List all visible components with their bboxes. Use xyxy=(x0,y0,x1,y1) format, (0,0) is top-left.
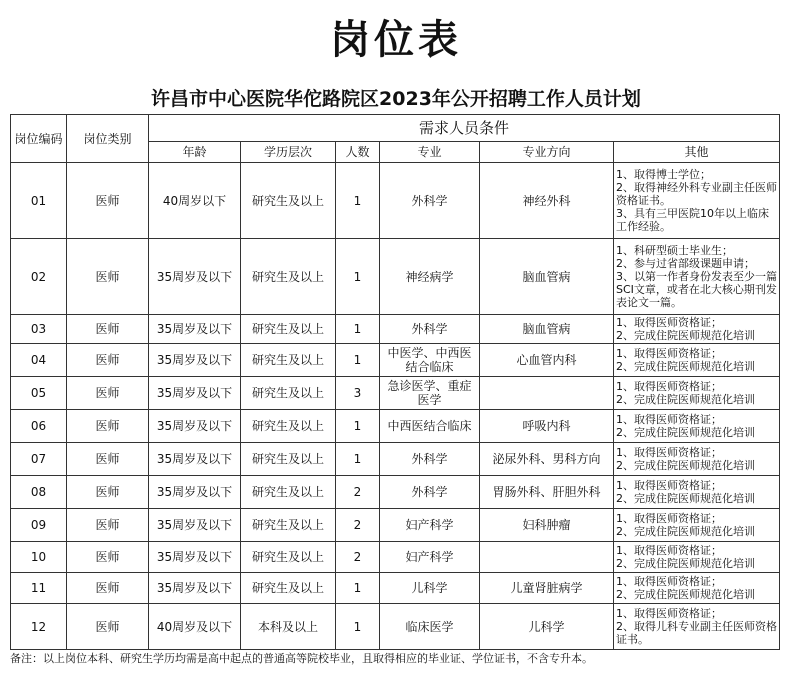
cell-other: 1、科研型硕士毕业生； 2、参与过省部级课题申请； 3、以第一作者身份发表至少一篇SCI文章，或者在北大核心期刊发表论文一篇。 xyxy=(614,239,780,315)
cell-direction: 儿童肾脏病学 xyxy=(480,573,614,604)
cell-education: 研究生及以上 xyxy=(241,476,336,509)
cell-direction xyxy=(480,377,614,410)
cell-major: 急诊医学、重症医学 xyxy=(380,377,480,410)
table-subtitle: 许昌市中心医院华佗路院区2023年公开招聘工作人员计划 xyxy=(151,88,641,110)
cell-count: 1 xyxy=(336,443,380,476)
cell-major: 儿科学 xyxy=(380,573,480,604)
cell-direction: 妇科肿瘤 xyxy=(480,509,614,542)
cell-age: 40周岁以下 xyxy=(149,163,241,239)
cell-other: 1、取得医师资格证； 2、完成住院医师规范化培训 xyxy=(614,344,780,377)
cell-education: 研究生及以上 xyxy=(241,542,336,573)
table-row xyxy=(11,410,780,443)
cell-age: 35周岁及以下 xyxy=(149,476,241,509)
cell-category: 医师 xyxy=(67,315,149,344)
header-requirements: 需求人员条件 xyxy=(149,115,780,142)
cell-count: 1 xyxy=(336,315,380,344)
cell-code: 03 xyxy=(11,315,67,344)
cell-age: 35周岁及以下 xyxy=(149,410,241,443)
cell-major: 妇产科学 xyxy=(380,509,480,542)
table-row xyxy=(11,239,780,315)
cell-category: 医师 xyxy=(67,604,149,650)
cell-major: 中医学、中西医结合临床 xyxy=(380,344,480,377)
cell-count: 2 xyxy=(336,542,380,573)
cell-count: 1 xyxy=(336,239,380,315)
cell-direction: 胃肠外科、肝胆外科 xyxy=(480,476,614,509)
cell-count: 2 xyxy=(336,476,380,509)
table-row xyxy=(11,604,780,650)
cell-major: 妇产科学 xyxy=(380,542,480,573)
cell-category: 医师 xyxy=(67,239,149,315)
cell-major: 中西医结合临床 xyxy=(380,410,480,443)
header-count: 人数 xyxy=(336,142,380,163)
table-row xyxy=(11,377,780,410)
cell-count: 1 xyxy=(336,344,380,377)
table-row xyxy=(11,315,780,344)
cell-code: 02 xyxy=(11,239,67,315)
cell-category: 医师 xyxy=(67,443,149,476)
table-row xyxy=(11,542,780,573)
cell-education: 研究生及以上 xyxy=(241,377,336,410)
cell-direction: 神经外科 xyxy=(480,163,614,239)
cell-age: 35周岁及以下 xyxy=(149,344,241,377)
cell-other: 1、取得医师资格证； 2、完成住院医师规范化培训 xyxy=(614,476,780,509)
cell-age: 35周岁及以下 xyxy=(149,443,241,476)
cell-other: 1、取得医师资格证； 2、完成住院医师规范化培训 xyxy=(614,315,780,344)
cell-direction: 儿科学 xyxy=(480,604,614,650)
cell-direction: 心血管内科 xyxy=(480,344,614,377)
cell-education: 研究生及以上 xyxy=(241,573,336,604)
cell-count: 1 xyxy=(336,573,380,604)
cell-education: 研究生及以上 xyxy=(241,509,336,542)
cell-code: 10 xyxy=(11,542,67,573)
cell-major: 临床医学 xyxy=(380,604,480,650)
cell-category: 医师 xyxy=(67,377,149,410)
cell-direction xyxy=(480,542,614,573)
cell-other: 1、取得医师资格证； 2、完成住院医师规范化培训 xyxy=(614,573,780,604)
cell-code: 01 xyxy=(11,163,67,239)
table-row xyxy=(11,573,780,604)
table-row xyxy=(11,344,780,377)
cell-age: 35周岁及以下 xyxy=(149,239,241,315)
cell-age: 40周岁及以下 xyxy=(149,604,241,650)
cell-major: 神经病学 xyxy=(380,239,480,315)
cell-education: 研究生及以上 xyxy=(241,163,336,239)
cell-major: 外科学 xyxy=(380,163,480,239)
table-row xyxy=(11,163,780,239)
cell-major: 外科学 xyxy=(380,315,480,344)
cell-category: 医师 xyxy=(67,509,149,542)
header-direction: 专业方向 xyxy=(480,142,614,163)
cell-other: 1、取得医师资格证； 2、完成住院医师规范化培训 xyxy=(614,542,780,573)
cell-category: 医师 xyxy=(67,476,149,509)
cell-education: 本科及以上 xyxy=(241,604,336,650)
cell-direction: 呼吸内科 xyxy=(480,410,614,443)
cell-category: 医师 xyxy=(67,344,149,377)
cell-count: 2 xyxy=(336,509,380,542)
cell-education: 研究生及以上 xyxy=(241,410,336,443)
cell-other: 1、取得博士学位； 2、取得神经外科专业副主任医师资格证书。 3、具有三甲医院10年以上临床工作经验。 xyxy=(614,163,780,239)
cell-major: 外科学 xyxy=(380,476,480,509)
footnote: 备注：以上岗位本科、研究生学历均需是高中起点的普通高等院校毕业，且取得相应的毕业证、学位证书，不含专升本。 xyxy=(10,652,593,665)
page-title: 岗位表 xyxy=(330,16,462,63)
header-category: 岗位类别 xyxy=(67,115,149,163)
cell-code: 06 xyxy=(11,410,67,443)
cell-category: 医师 xyxy=(67,163,149,239)
header-education: 学历层次 xyxy=(241,142,336,163)
header-code: 岗位编码 xyxy=(11,115,67,163)
cell-category: 医师 xyxy=(67,410,149,443)
cell-age: 35周岁及以下 xyxy=(149,573,241,604)
cell-other: 1、取得医师资格证； 2、完成住院医师规范化培训 xyxy=(614,410,780,443)
cell-code: 09 xyxy=(11,509,67,542)
cell-count: 1 xyxy=(336,410,380,443)
header-major: 专业 xyxy=(380,142,480,163)
cell-education: 研究生及以上 xyxy=(241,239,336,315)
cell-age: 35周岁及以下 xyxy=(149,509,241,542)
cell-code: 08 xyxy=(11,476,67,509)
recruitment-plan-table xyxy=(10,114,780,650)
table-row xyxy=(11,509,780,542)
table-row xyxy=(11,443,780,476)
cell-age: 35周岁及以下 xyxy=(149,315,241,344)
cell-education: 研究生及以上 xyxy=(241,315,336,344)
cell-education: 研究生及以上 xyxy=(241,344,336,377)
header-age: 年龄 xyxy=(149,142,241,163)
cell-category: 医师 xyxy=(67,573,149,604)
cell-count: 3 xyxy=(336,377,380,410)
cell-age: 35周岁及以下 xyxy=(149,377,241,410)
cell-count: 1 xyxy=(336,604,380,650)
cell-code: 11 xyxy=(11,573,67,604)
cell-age: 35周岁及以下 xyxy=(149,542,241,573)
cell-other: 1、取得医师资格证； 2、完成住院医师规范化培训 xyxy=(614,377,780,410)
cell-other: 1、取得医师资格证； 2、取得儿科专业副主任医师资格证书。 xyxy=(614,604,780,650)
cell-code: 04 xyxy=(11,344,67,377)
cell-education: 研究生及以上 xyxy=(241,443,336,476)
cell-category: 医师 xyxy=(67,542,149,573)
table-row xyxy=(11,476,780,509)
cell-code: 05 xyxy=(11,377,67,410)
cell-direction: 泌尿外科、男科方向 xyxy=(480,443,614,476)
header-other: 其他 xyxy=(614,142,780,163)
cell-direction: 脑血管病 xyxy=(480,315,614,344)
cell-other: 1、取得医师资格证； 2、完成住院医师规范化培训 xyxy=(614,443,780,476)
cell-code: 12 xyxy=(11,604,67,650)
cell-other: 1、取得医师资格证； 2、完成住院医师规范化培训 xyxy=(614,509,780,542)
cell-count: 1 xyxy=(336,163,380,239)
cell-major: 外科学 xyxy=(380,443,480,476)
cell-code: 07 xyxy=(11,443,67,476)
cell-direction: 脑血管病 xyxy=(480,239,614,315)
